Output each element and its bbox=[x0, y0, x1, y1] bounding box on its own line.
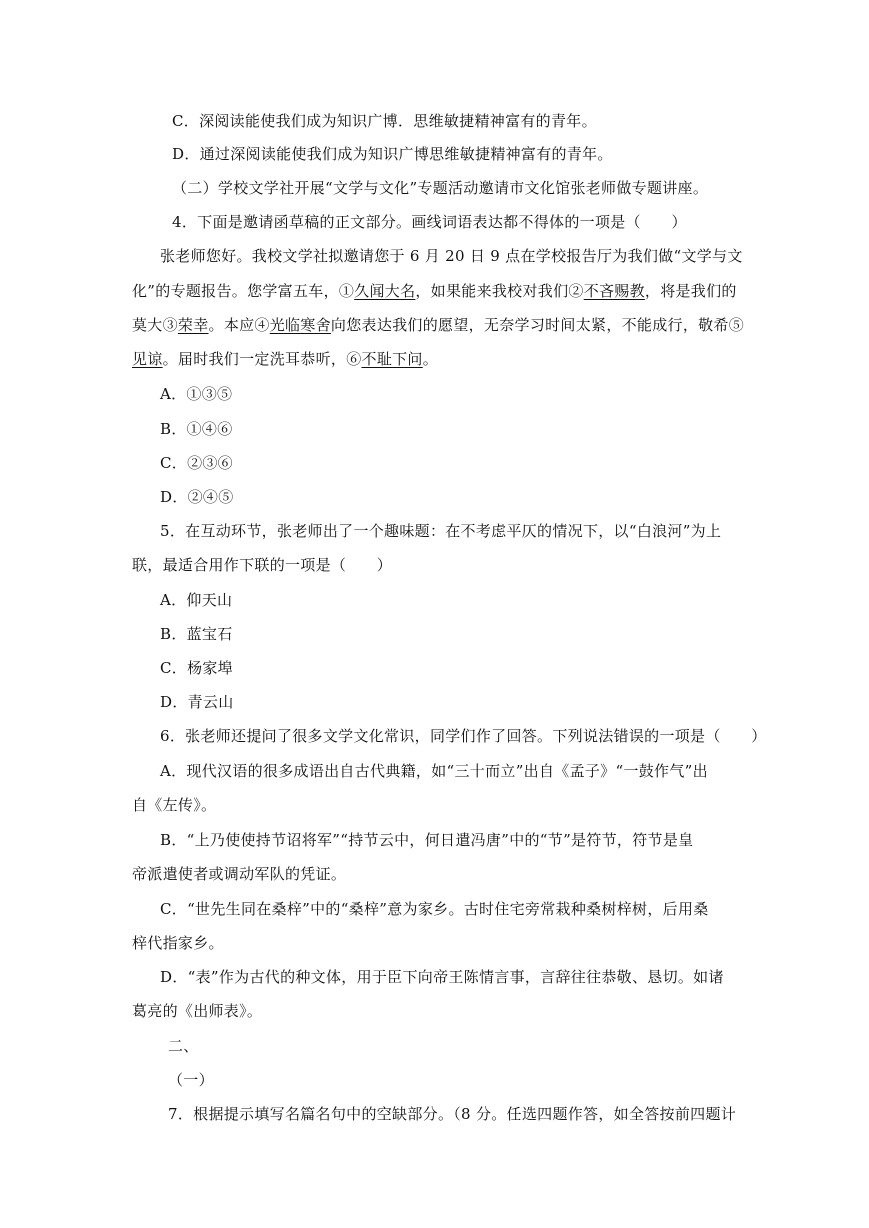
invitation-line-2 bbox=[132, 280, 737, 302]
q6-option-a-line-1: A．现代汉语的很多成语出自古代典籍，如“三十而立”出自《孟子》“一鼓作气”出 bbox=[160, 762, 708, 780]
invitation-text: 。本应④ bbox=[208, 316, 270, 334]
section-two-heading: （二）学校文学社开展“文学与文化”专题活动邀请市文化馆张老师做专题讲座。 bbox=[172, 179, 709, 197]
invitation-line-3 bbox=[132, 314, 744, 336]
q6-option-a-line-2: 自《左传》。 bbox=[132, 796, 217, 814]
part-two-subheading: （一） bbox=[168, 1071, 214, 1089]
q4-option-a: A．①③⑤ bbox=[160, 385, 233, 403]
invitation-text: ，如果能来我校对我们② bbox=[415, 282, 584, 300]
q6-option-d-line-2: 葛亮的《出师表》。 bbox=[132, 1002, 263, 1020]
invitation-line-4 bbox=[132, 348, 438, 370]
q5-option-a: A．仰天山 bbox=[160, 591, 233, 609]
underlined-phrase-2: 不吝赐教 bbox=[583, 282, 645, 300]
question-4-stem: 4．下面是邀请函草稿的正文部分。画线词语表达都不得体的一项是（ ） bbox=[172, 213, 687, 231]
invitation-text: 向您表达我们的愿望，无奈学习时间太紧，不能成行，敬希⑤ bbox=[330, 316, 745, 334]
underlined-phrase-1: 久闻大名 bbox=[354, 282, 416, 300]
underlined-phrase-5: 见谅 bbox=[132, 350, 163, 368]
underlined-phrase-3: 荣幸 bbox=[177, 316, 209, 334]
q6-option-c-line-1: C．“世先生同在桑梓”中的“桑梓”意为家乡。古时住宅旁常栽种桑树梓树，后用桑 bbox=[160, 900, 709, 918]
question-5-stem-1: 5．在互动环节，张老师出了一个趣味题：在不考虑平仄的情况下，以“白浪河”为上 bbox=[160, 522, 722, 540]
underlined-phrase-4: 光临寒舍 bbox=[269, 316, 331, 334]
q6-option-c-line-2: 梓代指家乡。 bbox=[132, 934, 224, 952]
question-7-stem: 7．根据提示填写名篇名句中的空缺部分。（8 分。任选四题作答，如全答按前四题计 bbox=[168, 1105, 737, 1123]
q3-option-d: D．通过深阅读能使我们成为知识广博思维敏捷精神富有的青年。 bbox=[172, 145, 613, 163]
part-two-heading: 二、 bbox=[168, 1037, 199, 1055]
invitation-text: 化”的专题报告。您学富五车，① bbox=[132, 282, 355, 300]
q5-option-b: B．蓝宝石 bbox=[160, 625, 233, 643]
q4-option-c: C．②③⑥ bbox=[160, 454, 233, 472]
invitation-text: 。届时我们一定洗耳恭听，⑥ bbox=[162, 350, 362, 368]
invitation-text: 。 bbox=[422, 350, 439, 368]
question-5-stem-2: 联，最适合用作下联的一项是（ ） bbox=[132, 556, 393, 574]
invitation-text: ，将是我们的 bbox=[644, 282, 737, 300]
q5-option-d: D．青云山 bbox=[160, 693, 234, 711]
q6-option-b-line-1: B．“上乃使使持节诏将军”“持节云中，何日遣冯唐”中的“节”是符节，符节是皇 bbox=[160, 831, 694, 849]
q5-option-c: C．杨家埠 bbox=[160, 659, 233, 677]
q3-option-c: C．深阅读能使我们成为知识广博．思维敏捷精神富有的青年。 bbox=[172, 112, 597, 130]
q6-option-d-line-1: D．“表”作为古代的种文体，用于臣下向帝王陈情言事，言辞往往恭敬、恳切。如诸 bbox=[160, 968, 724, 986]
question-6-stem: 6．张老师还提问了很多文学文化常识，同学们作了回答。下列说法错误的一项是（ ） bbox=[160, 727, 767, 745]
invitation-text: 莫大③ bbox=[132, 316, 178, 334]
underlined-phrase-6: 不耻下问 bbox=[361, 350, 423, 368]
invitation-line-1: 张老师您好。我校文学社拟邀请您于 6 月 20 日 9 点在学校报告厅为我们做“文学与文 bbox=[160, 247, 743, 265]
q4-option-d: D．②④⑤ bbox=[160, 488, 234, 506]
q6-option-b-line-2: 帝派遣使者或调动军队的凭证。 bbox=[132, 865, 347, 883]
q4-option-b: B．①④⑥ bbox=[160, 420, 233, 438]
